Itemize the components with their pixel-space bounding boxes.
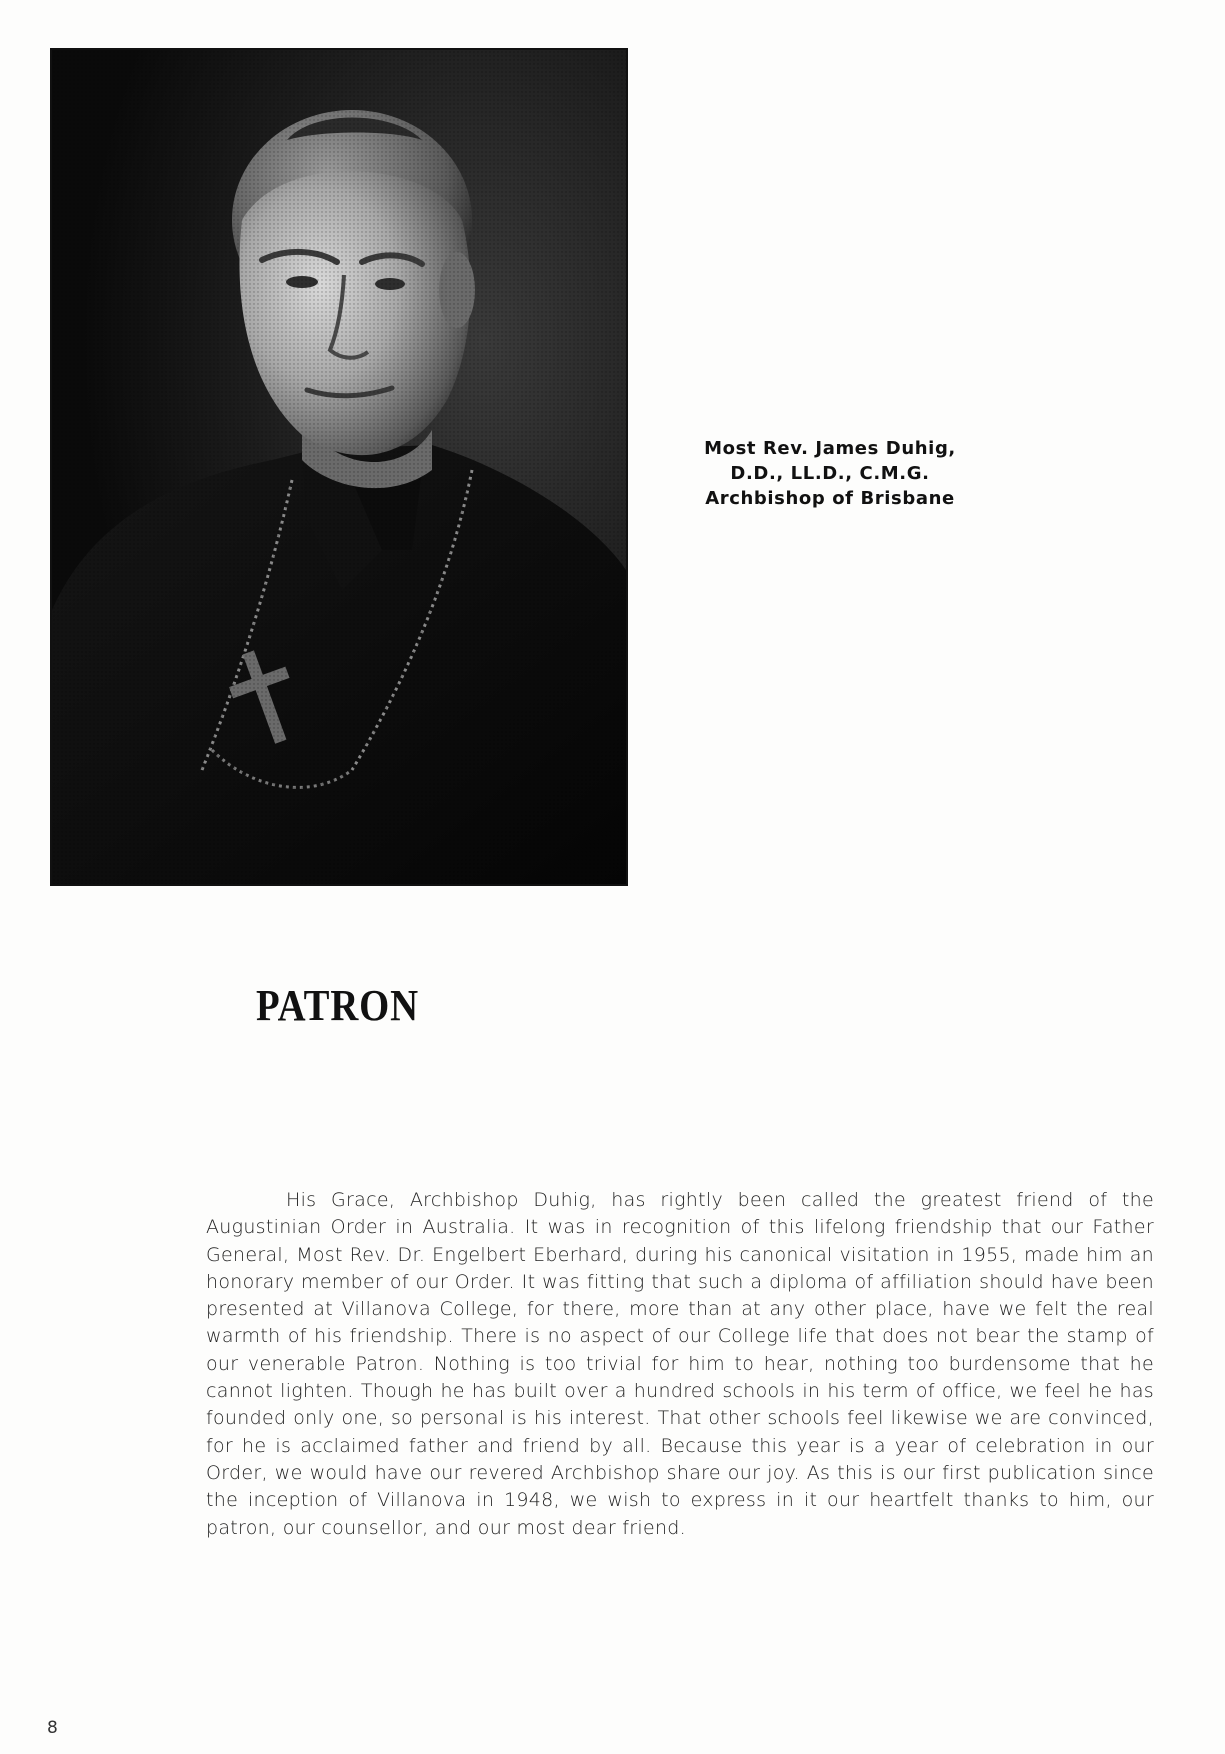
photo-caption [640, 436, 1020, 511]
caption-name: Most Rev. James Duhig, [704, 438, 956, 459]
caption-title: Archbishop of Brisbane [705, 488, 955, 509]
portrait-image [52, 50, 626, 884]
caption-degrees: D.D., LL.D., C.M.G. [730, 463, 930, 484]
body-paragraph: His Grace, Archbishop Duhig, has rightly been called the greatest friend of the Augustinian Order in Australia. It was in recognition of this lifelong friendship that our Father General, Most Rev. Dr. Engelbert Eberhard, during his canonical visitation in 1955, made him an honorary member of our Order. It was fitting that such a diploma of affiliation should have been presented at Villanova College, for there, more than at any other place, have we felt the real warmth of his friendship. There is no aspect of our College life that does not bear the stamp of our venerable Patron. Nothing is too trivial for him to hear, nothing too burdensome that he cannot lighten. Though he has built over a hundred schools in his term of office, we feel he has founded only one, so personal is his interest. That other schools feel likewise we are convinced, for he is acclaimed father and friend by all. Because this year is a year of celebration in our Order, we would have our revered Archbishop share our joy. As this is our first publication since the inception of Villanova in 1948, we wish to express in it our heartfelt thanks to him, our patron, our counsellor, and our most dear friend. [206, 1189, 1154, 1539]
page-number: 8 [47, 1718, 58, 1738]
page-heading: PATRON [256, 981, 420, 1030]
portrait-photo [50, 48, 628, 886]
